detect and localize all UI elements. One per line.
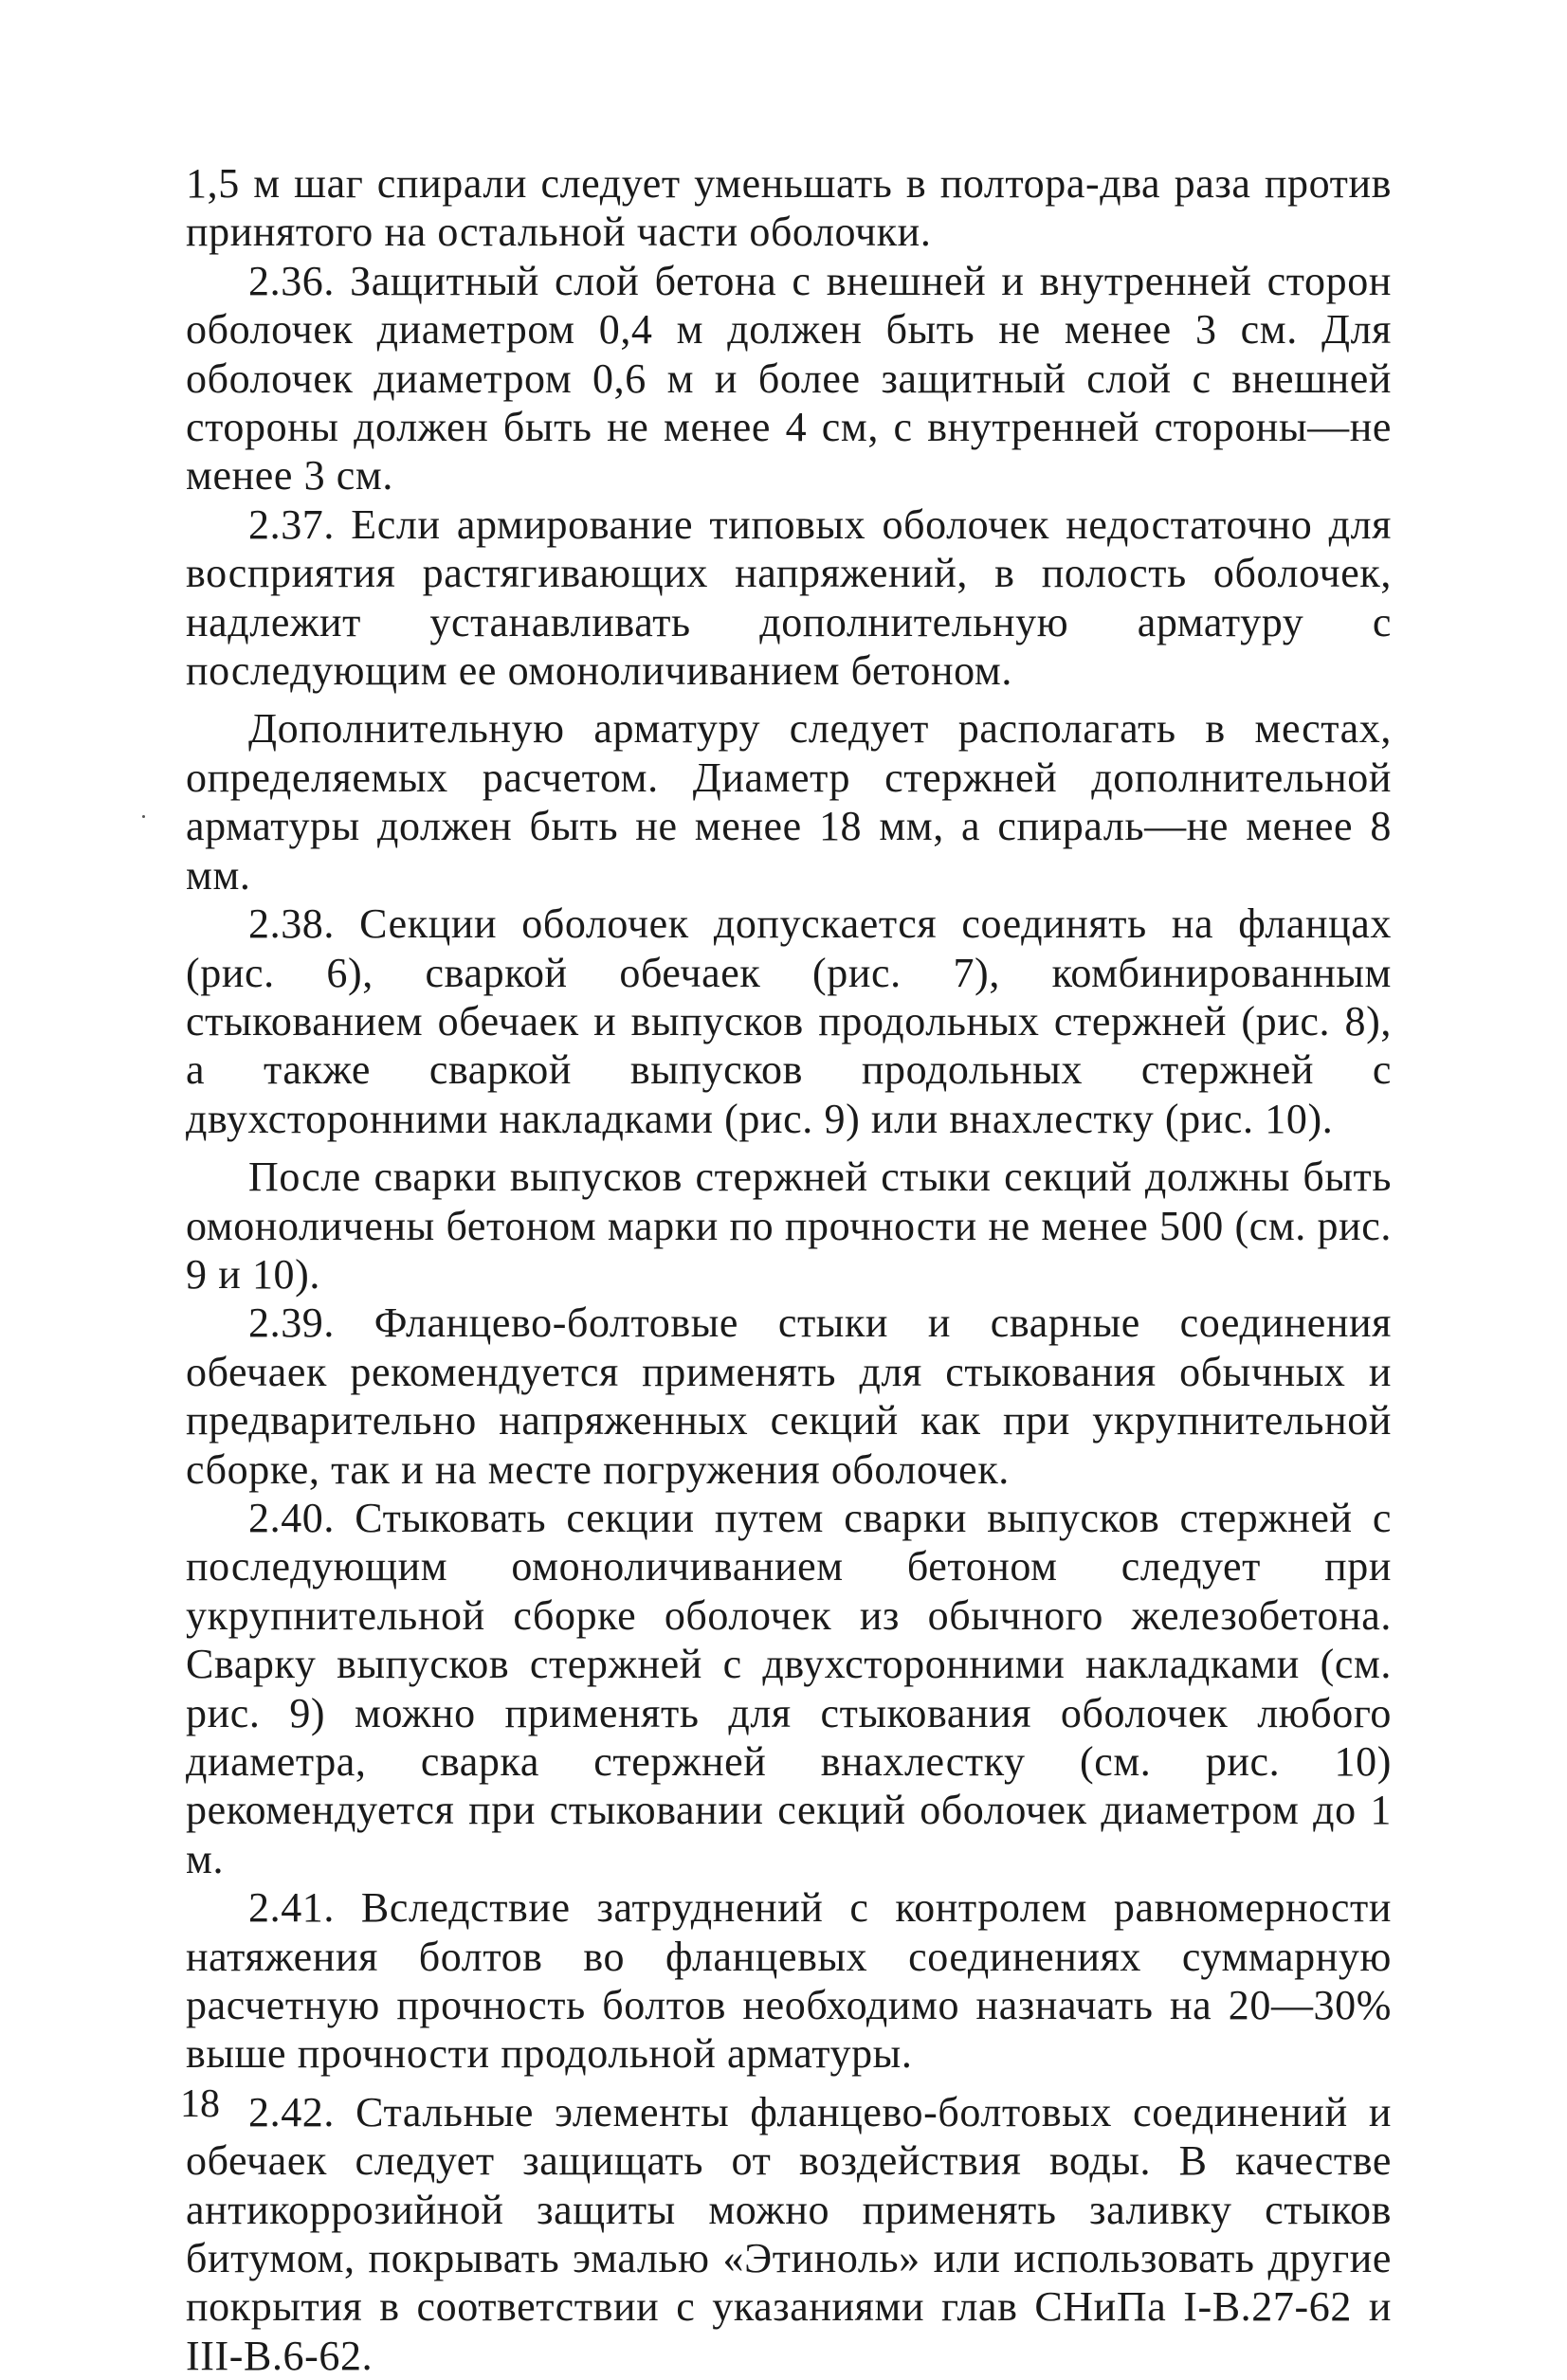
paragraph-2-41: 2.41. Вследствие затруднений с контролем равномерности натяжения болтов во фланцевых соединениях суммарную расчетную прочность болтов необходимо назначать на 20—30% выше прочности продольной арматуры. xyxy=(186,1884,1392,2078)
paragraph-2-36: 2.36. Защитный слой бетона с внешней и внутренней сторон оболочек диаметром 0,4 м должен быть не менее 3 см. Для оболочек диаметром 0,6 м и более защитный слой с внешней стороны должен быть не менее 4 см, с внутренней стороны—не менее 3 см. xyxy=(186,257,1392,500)
paragraph-2-38: 2.38. Секции оболочек допускается соединять на фланцах (рис. 6), сваркой обечаек (рис. 7), комбинированным стыкованием обечаек и выпусков продольных стержней (рис. 8), а также сваркой выпусков продольных стержней с двухсторонними накладками (рис. 9) или внахлестку (рис. 10). xyxy=(186,900,1392,1142)
paragraph-continuation: 1,5 м шаг спирали следует уменьшать в полтора-два раза против принятого на остальной части оболочки. xyxy=(186,160,1392,256)
paragraph-after-welding: После сварки выпусков стержней стыки секций должны быть омоноличены бетоном марки по прочности не менее 500 (см. рис. 9 и 10). xyxy=(186,1154,1392,1298)
paragraph-2-39: 2.39. Фланцево-болтовые стыки и сварные соединения обечаек рекомендуется применять для стыкования обычных и предварительно напряженных секций как при укрупнительной сборке, так и на месте погружения оболочек. xyxy=(186,1299,1392,1493)
paragraph-additional-reinforcement: Дополнительную арматуру следует располагать в местах, определяемых расчетом. Диаметр стержней дополнительной арматуры должен быть не менее 18 мм, а спираль—не менее 8 мм. xyxy=(186,705,1392,899)
paragraph-2-40: 2.40. Стыковать секции путем сварки выпусков стержней с последующим омоноличиванием бетоном следует при укрупнительной сборке оболочек из обычного железобетона. Сварку выпусков стержней с двухсторонними накладками (см. рис. 9) можно применять для стыкования оболочек любого диаметра, сварка стержней внахлестку (см. рис. 10) рекомендуется при стыковании секций оболочек диаметром до 1 м. xyxy=(186,1494,1392,1882)
paragraph-2-42: 2.42. Стальные элементы фланцево-болтовых соединений и обечаек следует защищать от воздействия воды. В качестве антикоррозийной защиты можно применять заливку стыков битумом, покрывать эмалью «Этиноль» или использовать другие покрытия в соответствии с указаниями глав СНиПа I-В.27-62 и III-В.6-62. xyxy=(186,2088,1392,2379)
scan-speck xyxy=(142,815,145,818)
paragraph-2-37: 2.37. Если армирование типовых оболочек недостаточно для восприятия растягивающих напряжений, в полость оболочек, надлежит устанавливать дополнительную арматуру с последующим ее омоноличиванием бетоном. xyxy=(186,500,1392,695)
page-number: 18 xyxy=(180,2082,220,2126)
body-text xyxy=(186,159,1392,2380)
